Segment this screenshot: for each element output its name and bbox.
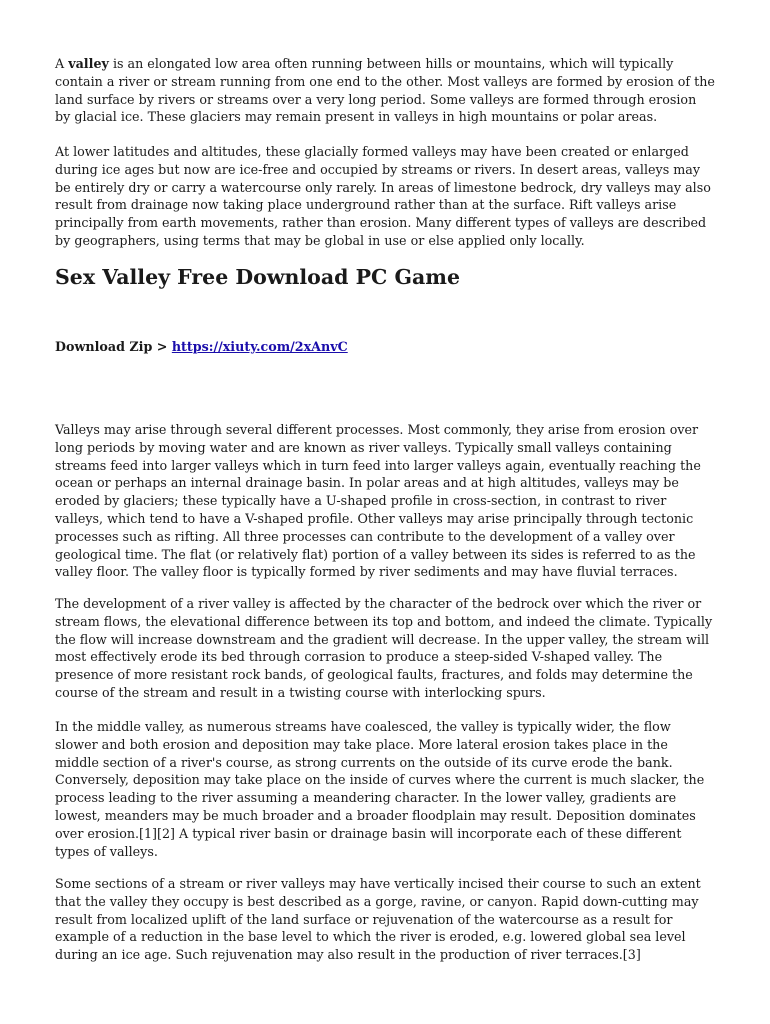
download-link[interactable]: https://xiuty.com/2xAnvC — [171, 339, 348, 354]
paragraph-processes: Valleys may arise through several different processes. Most commonly, they arise from erosion over long periods by moving water and are known as river valleys. Typically small valleys containing streams feed into larger valleys which in turn feed into larger valleys again, eventually reaching the ocean or perhaps an internal drainage basin. In polar areas and at high altitudes, valleys may be eroded by glaciers; these typically have a U-shaped profile in cross-section, in contrast to river valleys, which tend to have a V-shaped profile. Other valleys may arise principally through tectonic processes such as rifting. All three processes can contribute to the development of a valley over geological time. The flat (or relatively flat) portion of a valley between its sides is referred to as the valley floor. The valley floor is typically formed by river sediments and may have fluvial terraces. — [55, 422, 701, 580]
download-label: Download Zip > — [55, 339, 172, 354]
intro-term: valley — [68, 56, 109, 71]
paragraph-development: The development of a river valley is affected by the character of the bedrock over which the river or stream flows, the elevational difference between its top and bottom, and indeed the climate. Typically the flow will increase downstream and the gradient will decrease. In the upper valley, the stream will most effectively erode its bed through corrasion to produce a steep-sided V-shaped valley. The presence of more resistant rock bands, of geological faults, fractures, and folds may determine the course of the stream and result in a twisting course with interlocking spurs. — [55, 596, 713, 700]
paragraph-middle-valley: In the middle valley, as numerous streams have coalesced, the valley is typically wider, the flow slower and both erosion and deposition may take place. More lateral erosion takes place in the middle section of a river's course, as strong currents on the outside of its curve erode the bank. Conversely, deposition may take place on the inside of curves where the current is much slacker, the process leading to the river assuming a meandering character. In the lower valley, gradients are lowest, meanders may be much broader and a broader floodplain may result. Deposition dominates over erosion.[1][2] A typical river basin or drainage basin will incorporate each of these different types of valleys. — [55, 719, 705, 859]
intro-article: A — [55, 56, 65, 71]
paragraph-latitudes: At lower latitudes and altitudes, these glacially formed valleys may have been created or enlarged during ice ages but now are ice-free and occupied by streams or rivers. In desert areas, valleys may be entirely dry or carry a watercourse only rarely. In areas of limestone bedrock, dry valleys may also result from drainage now taking place underground rather than at the surface. Rift valleys arise principally from earth movements, rather than erosion. Many different types of valleys are described by geographers, using terms that may be global in use or else applied only locally. — [55, 144, 711, 248]
intro-rest: is an elongated low area often running between hills or mountains, which will typically contain a river or stream running from one end to the other. Most valleys are formed by erosion of the land surface by rivers or streams over a very long period. Some valleys are formed through erosion by glacial ice. These glaciers may remain present in valleys in high mountains or polar areas. — [55, 56, 715, 125]
page-title: Sex Valley Free Download PC Game — [55, 265, 461, 289]
download-line — [55, 338, 715, 356]
paragraph-intro — [55, 55, 715, 126]
paragraph-gorges: Some sections of a stream or river valleys may have vertically incised their course to such an extent that the valley they occupy is best described as a gorge, ravine, or canyon. Rapid down-cutting may result from localized uplift of the land surface or rejuvenation of the watercourse as a result for example of a reduction in the base level to which the river is eroded, e.g. lowered global sea level during an ice age. Such rejuvenation may also result in the production of river terraces.[3] — [55, 876, 701, 963]
